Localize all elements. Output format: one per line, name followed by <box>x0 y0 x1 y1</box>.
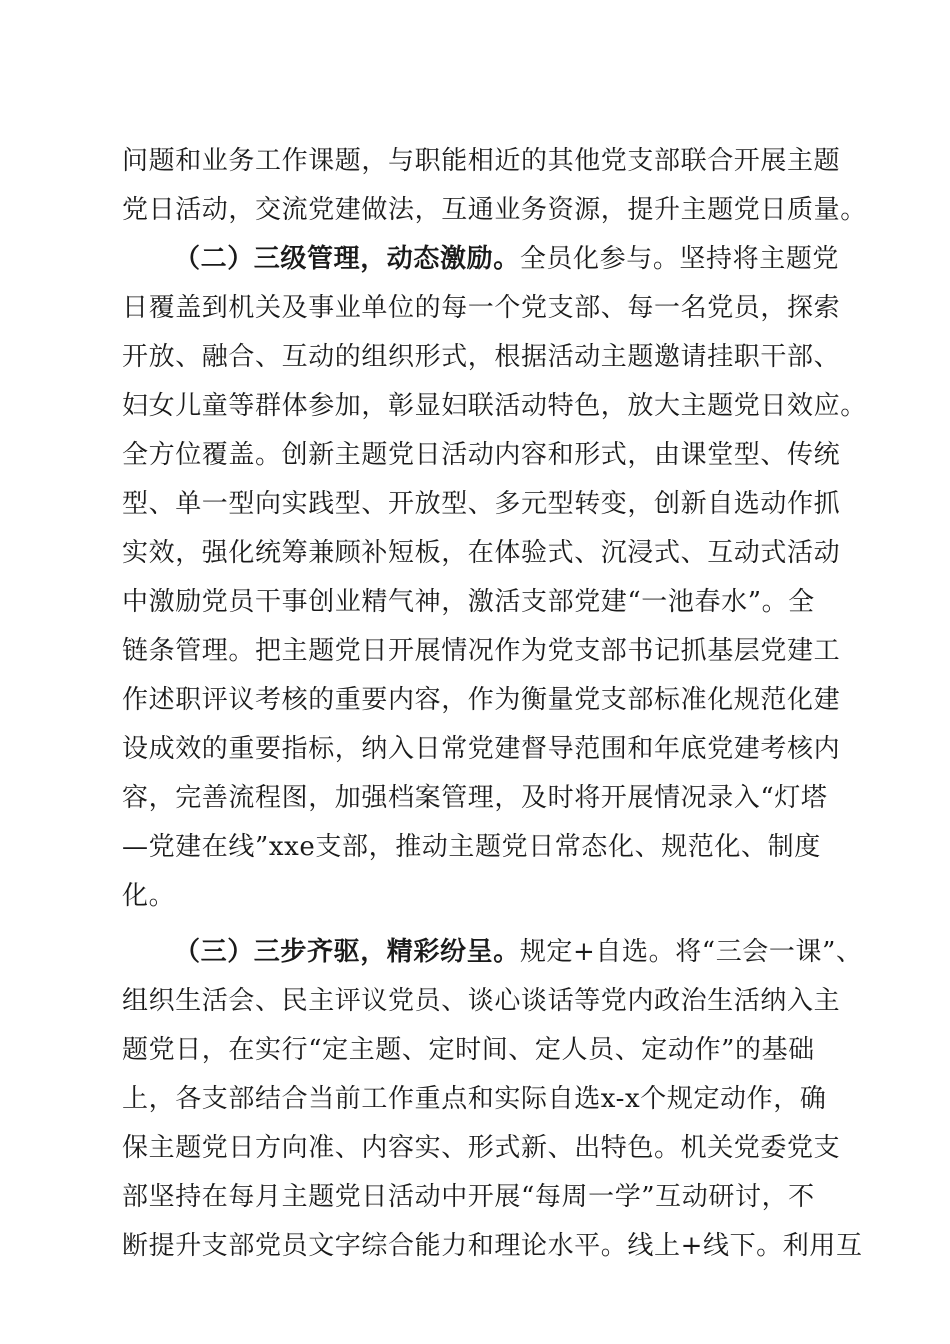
text-line: 容，完善流程图，加强档案管理，及时将开展情况录入“灯塔 <box>122 783 828 813</box>
text-line: 全方位覆盖。创新主题党日活动内容和形式，由课堂型、传统 <box>122 440 841 470</box>
text-line: 组织生活会、民主评议党员、谈心谈话等党内政治生活纳入主 <box>122 986 841 1016</box>
text-line: 上，各支部结合当前工作重点和实际自选x-x个规定动作，确 <box>122 1084 827 1114</box>
text-line: 断提升支部党员文字综合能力和理论水平。线上+线下。利用互 <box>122 1231 863 1261</box>
text-line: —党建在线”xxe支部，推动主题党日常态化、规范化、制度 <box>122 832 821 862</box>
section-text: 全员化参与。坚持将主题党 <box>519 244 840 274</box>
text-line: 设成效的重要指标，纳入日常党建督导范围和年底党建考核内 <box>122 734 841 764</box>
section-text: 规定+自选。将“三会一课”、 <box>519 937 863 967</box>
text-line: 化。 <box>122 881 176 911</box>
text-line: 问题和业务工作课题，与职能相近的其他党支部联合开展主题 <box>122 146 841 176</box>
text-line: 保主题党日方向准、内容实、形式新、出特色。机关党委党支 <box>122 1133 841 1163</box>
text-line: 型、单一型向实践型、开放型、多元型转变，创新自选动作抓 <box>122 489 841 519</box>
section-heading-3: （三）三步齐驱，精彩纷呈。 <box>174 937 520 967</box>
text-line: 作述职评议考核的重要内容，作为衡量党支部标准化规范化建 <box>122 685 841 715</box>
text-line: 链条管理。把主题党日开展情况作为党支部书记抓基层党建工 <box>122 636 841 666</box>
section-line <box>174 242 884 276</box>
text-line: 开放、融合、互动的组织形式，根据活动主题邀请挂职干部、 <box>122 342 841 372</box>
text-line: 日覆盖到机关及事业单位的每一个党支部、每一名党员，探索 <box>122 293 841 323</box>
section-line <box>174 935 884 969</box>
text-line: 题党日，在实行“定主题、定时间、定人员、定动作”的基础 <box>122 1035 815 1065</box>
text-line: 实效，强化统筹兼顾补短板，在体验式、沉浸式、互动式活动 <box>122 538 841 568</box>
text-line: 党日活动，交流党建做法，互通业务资源，提升主题党日质量。 <box>122 195 867 225</box>
section-heading-2: （二）三级管理，动态激励。 <box>174 244 520 274</box>
text-line: 部坚持在每月主题党日活动中开展“每周一学”互动研讨，不 <box>122 1182 815 1212</box>
text-line: 妇女儿童等群体参加，彰显妇联活动特色，放大主题党日效应。 <box>122 391 867 421</box>
text-line: 中激励党员干事创业精气神，激活支部党建“一池春水”。全 <box>122 587 815 617</box>
